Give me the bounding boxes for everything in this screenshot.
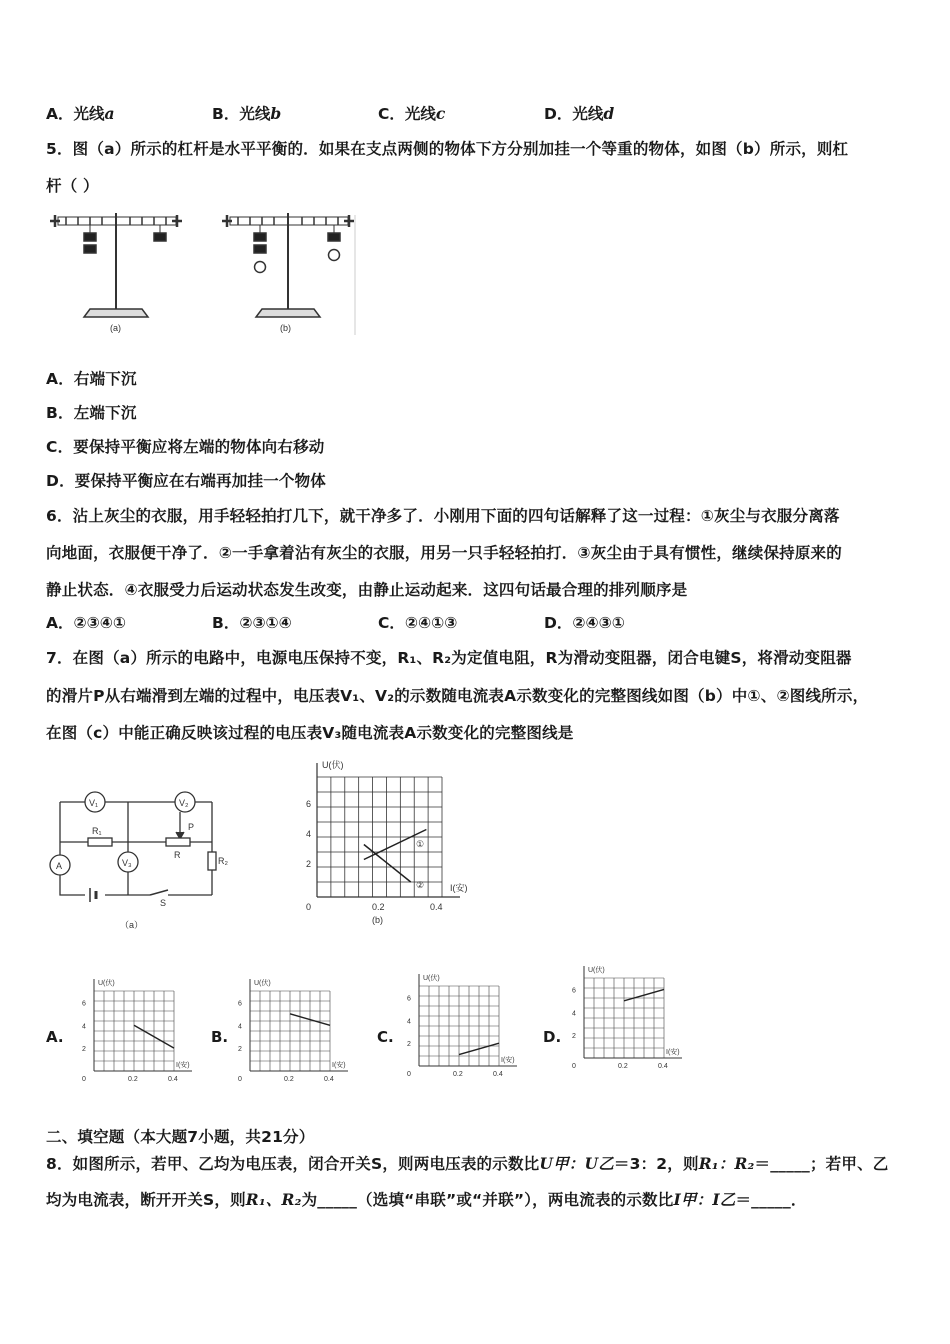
label-r2: R₂ [218,856,228,866]
q6-option-d: D．②④③① [544,614,625,632]
label-r1: R₁ [92,826,102,836]
xtick: 0.2 [128,1076,138,1083]
q7-text-line1: 7．在图（a）所示的电路中，电源电压保持不变，R₁、R₂为定值电阻，R为滑动变阻器，闭合电键S，将滑动变阻器 [46,649,852,667]
series-1-label: ① [416,839,425,849]
ylabel: U(伏) [588,967,605,974]
q6-option-a: A．②③④① [46,614,126,632]
graph-b-caption: (b) [372,915,383,925]
ylabel: U(伏) [254,980,271,987]
q6-option-b: B．②③①④ [212,614,292,632]
graph-b-ytick-2: 2 [306,859,312,869]
xlabel: I(安) [332,1062,346,1069]
ytick: 6 [82,1000,86,1008]
q6-option-c: C．②④①③ [378,614,458,632]
origin: 0 [572,1063,576,1070]
graph-b-xtick-02: 0.2 [372,902,385,912]
q5-option-b: B．左端下沉 [46,404,137,422]
q7-option-b-label: B. [211,1028,229,1046]
ytick: 6 [407,995,411,1003]
q6-text-line1: 6．沾上灰尘的衣服，用手轻轻拍打几下，就干净多了．小刚用下面的四句话解释了这一过程：①灰尘与衣服分离落 [46,507,840,525]
q7-option-c-label: C. [377,1028,394,1046]
label-a: A [56,861,63,871]
q7-text-line3: 在图（c）中能正确反映该过程的电压表V₃随电流表A示数变化的完整图线是 [46,724,574,742]
graph-b-ylabel: U(伏) [322,760,344,770]
circuit-diagram [40,760,240,940]
q6-text-line3: 静止状态．④衣服受力后运动状态发生改变，由静止运动起来．这四句话最合理的排列顺序是 [46,581,688,599]
q5-text-line1: 5．图（a）所示的杠杆是水平平衡的．如果在支点两侧的物体下方分别加挂一个等重的物体，如图（b）所示，则杠 [46,140,849,158]
q7-option-a-label: A. [46,1028,64,1046]
graph-b-origin: 0 [306,902,312,912]
q8-text-line2: 均为电流表，断开开关S，则R₁、R₂为_____（选填“串联”或“并联”），两电流表的示数比I甲：I乙＝_____． [46,1190,807,1209]
xtick: 0.2 [618,1063,628,1070]
fig-b-caption: (b) [280,323,291,333]
lever-b [222,213,354,317]
xtick: 0.4 [168,1076,178,1083]
circuit-caption: （a） [120,920,144,930]
ytick: 2 [407,1041,411,1049]
option-b-graph [236,975,371,1090]
ytick: 4 [407,1018,411,1026]
xlabel: I(安) [666,1049,680,1056]
xtick: 0.2 [284,1076,294,1083]
q6-text-line2: 向地面，衣服便干净了．②一手拿着沾有灰尘的衣服，用另一只手轻轻拍打．③灰尘由于具有惯性，继续保持原来的 [46,544,842,562]
label-s: S [160,898,167,908]
graph-b-grid [317,777,442,897]
ytick: 4 [238,1023,242,1031]
ylabel: U(伏) [98,980,115,987]
q7-text-line2: 的滑片P从右端滑到左端的过程中，电压表V₁、V₂的示数随电流表A示数变化的完整图线如图（b）中①、②图线所示， [46,687,869,705]
option-d-graph [570,962,705,1077]
lever-a [50,213,182,317]
q4-option-d: D．光线d [544,104,615,123]
label-v1: V₁ [89,798,99,808]
ytick: 2 [572,1033,576,1041]
ylabel: U(伏) [423,975,440,982]
section-2-heading: 二、填空题（本大题7小题，共21分） [46,1128,315,1146]
origin: 0 [407,1071,411,1078]
origin: 0 [82,1076,86,1083]
ytick: 4 [572,1010,576,1018]
fig-a-caption: (a) [110,323,121,333]
q4-option-c: C．光线c [378,104,446,123]
label-v3: V₃ [122,858,132,868]
xlabel: I(安) [501,1057,515,1064]
q5-option-d: D．要保持平衡应在右端再加挂一个物体 [46,472,326,490]
xtick: 0.4 [658,1063,668,1070]
q8-text-line1: 8．如图所示，若甲、乙均为电压表，闭合开关S，则两电压表的示数比U甲：U乙＝3：2，则R₁：R₂＝_____；若甲、乙 [46,1154,889,1173]
label-r: R [174,850,181,860]
lever-figure [40,205,370,340]
ytick: 2 [82,1046,86,1054]
graph-b-xtick-04: 0.4 [430,902,443,912]
label-p: P [188,822,195,832]
q5-option-a: A．右端下沉 [46,370,137,388]
ytick: 4 [82,1023,86,1031]
q5-option-c: C．要保持平衡应将左端的物体向右移动 [46,438,325,456]
q4-option-a: A．光线a [46,104,115,123]
ytick: 6 [572,987,576,995]
origin: 0 [238,1076,242,1083]
graph-b-ytick-4: 4 [306,829,312,839]
xtick: 0.4 [324,1076,334,1083]
graph-b [300,755,480,930]
series-2-line [364,845,411,883]
resistor-r2 [208,852,216,870]
option-a-graph [80,975,215,1090]
ytick: 2 [238,1046,242,1054]
series-2-label: ② [416,880,425,890]
graph-b-ytick-6: 6 [306,799,312,809]
xtick: 0.4 [493,1071,503,1078]
option-c-graph [405,970,540,1085]
graph-b-xlabel: I(安) [450,883,468,893]
q7-option-d-label: D. [543,1028,562,1046]
ytick: 6 [238,1000,242,1008]
resistor-r1 [88,838,112,846]
label-v2: V₂ [179,798,189,808]
xtick: 0.2 [453,1071,463,1078]
xlabel: I(安) [176,1062,190,1069]
q4-option-b: B．光线b [212,104,282,123]
rheostat-r [166,838,190,846]
q5-text-line2: 杆（ ） [46,177,99,195]
